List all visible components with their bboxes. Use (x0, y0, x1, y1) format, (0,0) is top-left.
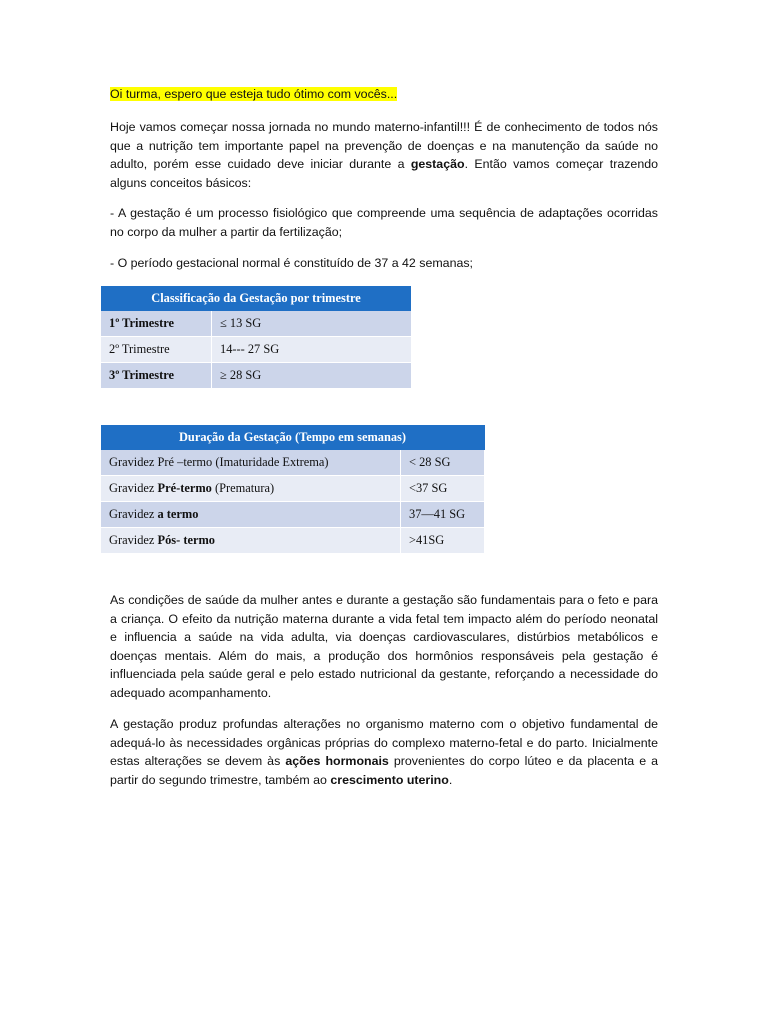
intro-bold: gestação (410, 157, 465, 171)
hormonal-actions-bold: ações hormonais (285, 754, 389, 768)
trimester-label: 1º Trimestre (101, 311, 212, 337)
uterine-growth-bold: crescimento uterino (330, 772, 449, 787)
duration-label: Gravidez a termo (101, 502, 401, 528)
trimester-table-header: Classificação da Gestação por trimestre (101, 286, 411, 311)
intro-text-end: . Então vamos começar trazendo alguns conceitos básicos: (110, 157, 658, 190)
duration-table (101, 425, 484, 554)
trimester-value: 14--- 27 SG (212, 337, 412, 363)
bullet-fertilization: - A gestação é um processo fisiológico que compreende uma sequência de adaptações ocorridas no corpo da mulher a partir da fertilização; (110, 206, 658, 239)
greeting-highlight: Oi turma, espero que esteja tudo ótimo com vocês... (110, 87, 398, 101)
duration-label: Gravidez Pré –termo (Imaturidade Extrema) (101, 450, 401, 476)
table-row (101, 528, 484, 554)
duration-value: <37 SG (401, 476, 485, 502)
trimester-label: 3º Trimestre (101, 363, 212, 389)
bullet-period: - O período gestacional normal é constituído de 37 a 42 semanas; (110, 256, 473, 270)
duration-label: Gravidez Pós- termo (101, 528, 401, 554)
duration-value: 37—41 SG (401, 502, 485, 528)
greeting-line (110, 85, 658, 104)
trimester-value: ≥ 28 SG (212, 363, 412, 389)
table-row (101, 363, 411, 389)
health-conditions-paragraph: As condições de saúde da mulher antes e durante a gestação são fundamentais para o feto e para a criança. O efeito da nutrição materna durante a vida fetal tem impacto além do período neonatal e influencia a saúde na vida adulta, via doenças cardiovasculares, distúrbios metabólicos e doenças mentais. Além do mais, a produção dos hormônios responsáveis pela gestação é influenciada pela saúde geral e pelo estado nutricional da gestante, reforçando a necessidade do adequado acompanhamento. (110, 593, 658, 700)
trimester-value: ≤ 13 SG (212, 311, 412, 337)
table-row (101, 476, 484, 502)
trimester-label: 2º Trimestre (101, 337, 212, 363)
duration-value: >41SG (401, 528, 485, 554)
duration-value: < 28 SG (401, 450, 485, 476)
intro-text: Hoje vamos começar nossa jornada no mundo materno-infantil!!! É de conhecimento de todos nós que a nutrição tem importante papel na prevenção de doenças e na manutenção da saúde no adulto, porém esse cuidado deve iniciar durante a (110, 120, 658, 171)
table-row (101, 311, 411, 337)
table-row (101, 450, 484, 476)
trimester-table (101, 286, 411, 389)
duration-label: Gravidez Pré-termo (Prematura) (101, 476, 401, 502)
table-row (101, 502, 484, 528)
changes-paragraph: A gestação produz profundas alterações no organismo materno com o objetivo fundamental de adequá-lo às necessidades orgânicas próprias do complexo materno-fetal e do parto. Inicialmente estas alterações se devem às ações hormonais provenientes do corpo lúteo e da placenta e a partir do segundo trimestre, também ao crescimento uterino. (110, 717, 659, 787)
table-row (101, 337, 411, 363)
intro-paragraph (110, 118, 658, 192)
duration-table-header: Duração da Gestação (Tempo em semanas) (101, 425, 484, 450)
